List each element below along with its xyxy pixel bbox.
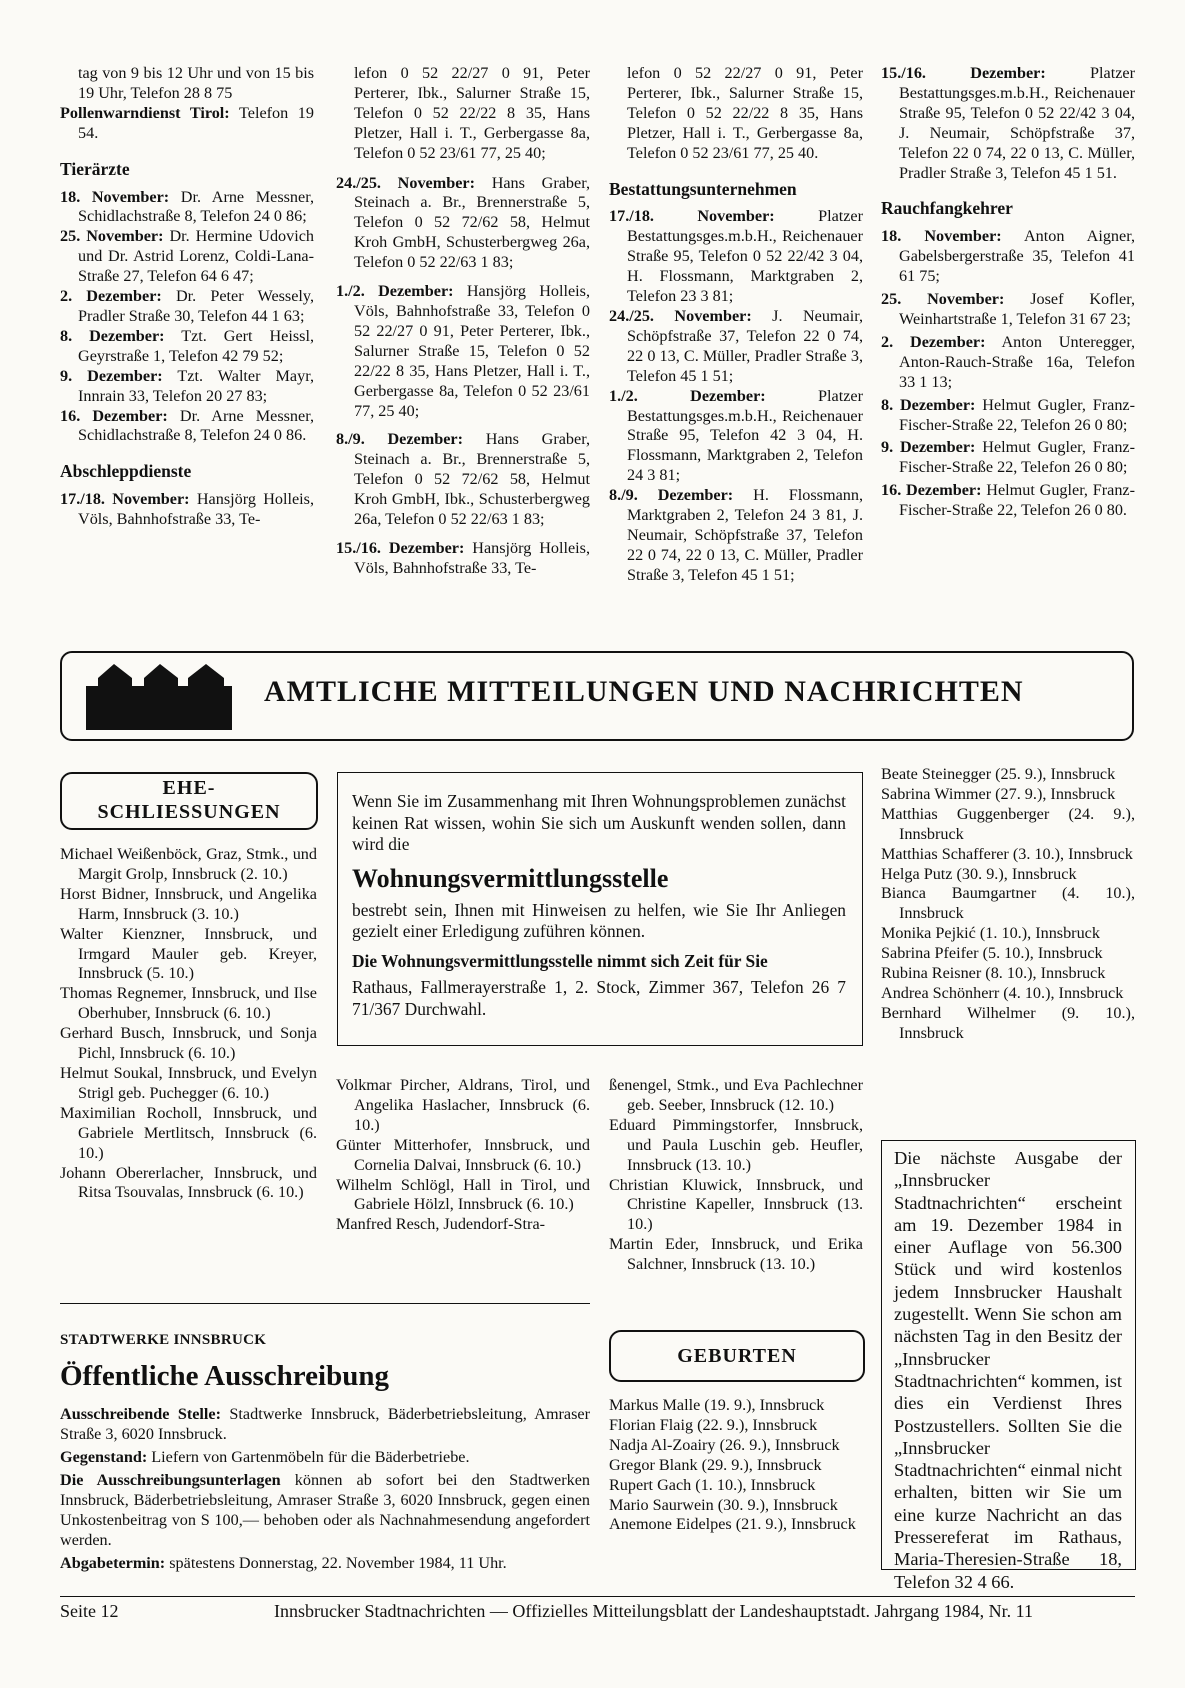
marriage-entry: Johann Obererlacher, Innsbruck, und Ritsa Tsouvalas, Innsbruck (6. 10.) — [60, 1163, 317, 1202]
birth-entry: Markus Malle (19. 9.), Innsbruck — [609, 1396, 825, 1414]
ehe-list-mid — [336, 1076, 590, 1235]
divider-rule — [60, 1303, 590, 1304]
section-heading-abschleppdienste: Abschleppdienste — [60, 461, 192, 482]
rauchfangkehrer-list — [881, 227, 1135, 521]
geburten-column-top — [881, 765, 1135, 1044]
birth-entry: Monika Pejkić (1. 10.), Innsbruck — [881, 924, 1100, 943]
wohnung-title: Wohnungsvermittlungsstelle — [352, 863, 669, 893]
birth-entry: Rupert Gach (1. 10.), Innsbruck — [609, 1475, 816, 1494]
ausschreibung-item: Abgabetermin: spätestens Donnerstag, 22. November 1984, 11 Uhr. — [60, 1554, 507, 1572]
wohnung-body: bestrebt sein, Ihnen mit Hinweisen zu helfen, wie Sie Ihr Anliegen gezielt einer Erledigung zuführen können. — [352, 899, 846, 941]
birth-entry: Anemone Eidelpes (21. 9.), Innsbruck — [609, 1515, 856, 1534]
stadtwerke-section — [60, 1330, 590, 1576]
birth-entry: Matthias Guggenberger (24. 9.), Innsbruck — [881, 804, 1135, 843]
marriage-entry: Eduard Pimmingstorfer, Innsbruck, und Paula Luschin geb. Heufler, Innsbruck (13. 10.) — [609, 1115, 863, 1174]
birth-entry: Rubina Reisner (8. 10.), Innsbruck — [881, 964, 1106, 983]
tierarzt-entry: 18. November: Dr. Arne Messner, Schidlachstraße 8, Telefon 24 0 86; — [60, 187, 314, 226]
birth-entry: Matthias Schafferer (3. 10.), Innsbruck — [881, 844, 1133, 863]
page-number: Seite 12 — [60, 1601, 119, 1621]
birth-entry: Nadja Al-Zoairy (26. 9.), Innsbruck — [609, 1435, 840, 1454]
ehe-column-left — [60, 845, 317, 1203]
bestattung-entry-last: 15./16. Dezember: Platzer Bestattungsges.m.b.H., Reichenauer Straße 95, Telefon 0 52 22/42 3 04, J. Neumair, Schöpfstraße 37, Telefon 22 0 74, 22 0 13, C. Müller, Pradler Straße 3, Telefon 45 1 51. — [881, 64, 1135, 182]
tierarzt-entry: 9. Dezember: Tzt. Walter Mayr, Innrain 33, Telefon 20 27 83; — [60, 366, 314, 405]
ausschreibung-item: Die Ausschreibungsunterlagen können ab sofort bei den Stadtwerken Innsbruck, Bäderbetriebsleitung, Amraser Straße 3, 6020 Innsbruck, gegen einen Unkostenbeitrag von S 100,— behoben oder als Nachnahmesendung angefordert werden. — [60, 1471, 590, 1549]
top-column-4 — [881, 64, 1135, 524]
top-column-1 — [60, 64, 314, 530]
birth-entry: Florian Flaig (22. 9.), Innsbruck — [609, 1415, 818, 1434]
top-column-2 — [336, 64, 590, 588]
rauchfangkehrer-entry: 16. Dezember: Helmut Gugler, Franz-Fischer-Straße 22, Telefon 26 0 80. — [881, 481, 1136, 520]
wohnung-intro: Wenn Sie im Zusammenhang mit Ihren Wohnungsproblemen zunächst keinen Rat wissen, wohin Sie sich um Auskunft wenden sollen, dann wird die — [352, 791, 846, 854]
geburten-list — [609, 1396, 863, 1535]
section-heading-rauchfangkehrer: Rauchfangkehrer — [881, 198, 1013, 219]
section-heading-bestattung: Bestattungsunternehmen — [609, 178, 797, 199]
marriage-entry: Gerhard Busch, Innsbruck, und Sonja Pichl, Innsbruck (6. 10.) — [60, 1024, 317, 1063]
abschlepp-continued: lefon 0 52 22/27 0 91, Peter Perterer, Ibk., Salurner Straße 15, Telefon 0 52 22/22 8 35, Hans Pletzer, Hall i. T., Gerbergasse 8a, Telefon 0 52 23/61 77, 25 40; — [354, 64, 590, 162]
marriage-entry: ßenengel, Stmk., und Eva Pachlechner geb. Seeber, Innsbruck (12. 10.) — [609, 1076, 863, 1114]
geburten-list-top — [881, 765, 1135, 1044]
birth-entry: Helga Putz (30. 9.), Innsbruck — [881, 864, 1077, 883]
abschlepp-entry: 17./18. November: Hansjörg Holleis, Völs, Bahnhofstraße 33, Te- — [60, 490, 315, 529]
marriage-entry: Günter Mitterhofer, Innsbruck, und Cornelia Dalvai, Innsbruck (6. 10.) — [336, 1135, 590, 1174]
wohnung-box — [337, 772, 863, 1046]
tierarzt-entry: 2. Dezember: Dr. Peter Wessely, Pradler Straße 30, Telefon 44 1 63; — [60, 287, 314, 325]
bestattung-entry: 17./18. November: Platzer Bestattungsges.m.b.H., Reichenauer Straße 95, Telefon 0 52 22/42 3 04, H. Flossmann, Marktgraben 2, Telefon 23 3 81; — [609, 207, 864, 306]
marriage-entry: Manfred Resch, Judendorf-Stra- — [336, 1215, 546, 1234]
ausschreibung-item: Ausschreibende Stelle: Stadtwerke Innsbruck, Bäderbetriebsleitung, Amraser Straße 3, 6020 Innsbruck. — [60, 1405, 590, 1443]
tierarzt-entry: 25. November: Dr. Hermine Udovich und Dr. Astrid Lorenz, Coldi-Lana-Straße 27, Telefon 64 6 47; — [60, 227, 315, 286]
geburten-column — [609, 1396, 863, 1535]
ehe-column-right — [609, 1076, 863, 1275]
pollen-entry: Pollenwarndienst Tirol: Telefon 19 54. — [60, 103, 314, 142]
rauchfangkehrer-entry: 25. November: Josef Kofler, Weinhartstraße 1, Telefon 31 67 23; — [881, 290, 1135, 328]
top-column-3 — [609, 64, 863, 586]
wohnung-address: Rathaus, Fallmerayerstraße 1, 2. Stock, Zimmer 367, Telefon 26 7 71/367 Durchwahl. — [352, 977, 846, 1019]
ehe-list-right — [609, 1076, 863, 1275]
naechste-ausgabe-box — [881, 1140, 1136, 1592]
marriage-entry: Martin Eder, Innsbruck, und Erika Salchner, Innsbruck (13. 10.) — [609, 1235, 863, 1274]
wohnung-bold-line: Die Wohnungsvermittlungsstelle nimmt sich Zeit für Sie — [352, 950, 768, 971]
birth-entry: Sabrina Wimmer (27. 9.), Innsbruck — [881, 784, 1116, 803]
stadtwerke-kicker: STADTWERKE INNSBRUCK — [60, 1332, 267, 1348]
banner-title: AMTLICHE MITTEILUNGEN UND NACHRICHTEN — [264, 675, 1024, 708]
masthead: Innsbrucker Stadtnachrichten — Offizielles Mitteilungsblatt der Landeshauptstadt. Jahrgang 1984, Nr. 11 — [274, 1601, 1033, 1621]
eheschliessungen-tag: EHE- SCHLIESSUNGEN — [60, 772, 318, 830]
tierarzt-entry: 16. Dezember: Dr. Arne Messner, Schidlachstraße 8, Telefon 24 0 86. — [60, 406, 314, 445]
section-banner — [60, 651, 1134, 741]
tieraerzte-list — [60, 188, 314, 447]
ausschreibung-item: Gegenstand: Liefern von Gartenmöbeln für die Bäderbetriebe. — [60, 1448, 470, 1466]
marriage-entry: Christian Kluwick, Innsbruck, und Christine Kapeller, Innsbruck (13. 10.) — [609, 1175, 863, 1234]
ausschreibung-title: Öffentliche Ausschreibung — [60, 1360, 389, 1392]
marriage-entry: Volkmar Pircher, Aldrans, Tirol, und Angelika Haslacher, Innsbruck (6. 10.) — [336, 1076, 590, 1134]
marriage-entry: Thomas Regnemer, Innsbruck, und Ilse Oberhuber, Innsbruck (6. 10.) — [60, 984, 317, 1023]
abschlepp-entry: 24./25. November: Hans Graber, Steinach a. Br., Brennerstraße 5, Telefon 0 52 72/62 58, Helmut Kroh GmbH, Schusterbergweg 26a, Telefon 0 52 22/63 1 83; — [336, 173, 590, 272]
abschlepp-entry: 1./2. Dezember: Hansjörg Holleis, Völs, Bahnhofstraße 33, Telefon 0 52 22/27 0 91, Peter Perterer, Ibk., Salurner Straße 15, Telefon 0 52 22/22 8 35, Hans Pletzer, Hall i. T., Gerbergasse 8a, Telefon 0 52 23/61 77, 25 40; — [336, 282, 591, 420]
castle-logo-icon — [84, 656, 234, 734]
abschlepp-list — [336, 174, 590, 579]
section-heading-tieraerzte: Tierärzte — [60, 158, 130, 179]
marriage-entry: Walter Kienzner, Innsbruck, und Irmgard Mauler geb. Kreyer, Innsbruck (5. 10.) — [60, 924, 317, 983]
footer-rule — [60, 1596, 1135, 1597]
birth-entry: Bianca Baumgartner (4. 10.), Innsbruck — [881, 884, 1135, 923]
rauchfangkehrer-entry: 8. Dezember: Helmut Gugler, Franz-Fischer-Straße 22, Telefon 26 0 80; — [881, 395, 1136, 434]
bestattung-entry: 8./9. Dezember: H. Flossmann, Marktgraben 2, Telefon 24 3 81, J. Neumair, Schöpfstraße 37, Telefon 22 0 74, 22 0 13, C. Müller, Pradler Straße 3, Telefon 45 1 51; — [609, 486, 863, 584]
rauchfangkehrer-entry: 9. Dezember: Helmut Gugler, Franz-Fischer-Straße 22, Telefon 26 0 80; — [881, 438, 1136, 477]
bestattung-entry: 1./2. Dezember: Platzer Bestattungsges.m.b.H., Reichenauer Straße 95, Telefon 42 3 04, H. Flossmann, Marktgraben 2, Telefon 24 3 81; — [609, 386, 863, 485]
birth-entry: Bernhard Wilhelmer (9. 10.), Innsbruck — [881, 1003, 1135, 1042]
rauchfangkehrer-entry: 2. Dezember: Anton Unteregger, Anton-Rauch-Straße 16a, Telefon 33 1 13; — [881, 332, 1135, 391]
ausschreibung-items — [60, 1404, 590, 1573]
tierarzt-entry: 8. Dezember: Tzt. Gert Heissl, Geyrstraße 1, Telefon 42 79 52; — [60, 326, 314, 365]
birth-entry: Gregor Blank (29. 9.), Innsbruck — [609, 1455, 822, 1474]
bestattung-entry: 24./25. November: J. Neumair, Schöpfstraße 37, Telefon 22 0 74, 22 0 13, C. Müller, Pradler Straße 3, Telefon 45 1 51; — [609, 306, 863, 385]
ehe-list-left — [60, 845, 317, 1203]
bestattung-list — [609, 207, 863, 585]
marriage-entry: Horst Bidner, Innsbruck, und Angelika Harm, Innsbruck (3. 10.) — [60, 884, 317, 923]
naechste-ausgabe-text: Die nächste Ausgabe der „Innsbrucker Stadtnachrichten“ erscheint am 19. Dezember 1984 in einer Auflage von 56.300 Stück und wird kostenlos jedem Innsbrucker Haushalt zugestellt. Wenn Sie schon am nächsten Tag in den Besitz der „Innsbrucker Stadtnachrichten“ kommen, ist dies ein Verdienst Ihres Postzustellers. Sollten Sie die „Innsbrucker Stadtnachrichten“ einmal nicht erhalten, bitten wir Sie um eine kurze Nachricht an das Pressereferat im Rathaus, Maria-Theresien-Straße 18, Telefon 32 4 66. — [894, 1148, 1122, 1592]
abschlepp-entry: 8./9. Dezember: Hans Graber, Steinach a. Br., Brennerstraße 5, Telefon 0 52 72/62 58, Helmut Kroh GmbH, Ibk., Schusterbergweg 26a, Telefon 0 52 22/63 1 83; — [336, 430, 590, 529]
birth-entry: Mario Saurwein (30. 9.), Innsbruck — [609, 1495, 838, 1514]
abschlepp-entry: 15./16. Dezember: Hansjörg Holleis, Völs, Bahnhofstraße 33, Te- — [336, 538, 590, 577]
birth-entry: Andrea Schönherr (4. 10.), Innsbruck — [881, 983, 1124, 1002]
birth-entry: Beate Steinegger (25. 9.), Innsbruck — [881, 765, 1116, 783]
rauchfangkehrer-entry: 18. November: Anton Aigner, Gabelsbergerstraße 35, Telefon 41 61 75; — [881, 227, 1135, 286]
marriage-entry: Maximilian Rocholl, Innsbruck, und Gabriele Mertlitsch, Innsbruck (6. 10.) — [60, 1103, 317, 1162]
abschlepp-continued-2: lefon 0 52 22/27 0 91, Peter Perterer, Ibk., Salurner Straße 15, Telefon 0 52 22/22 8 35, Hans Pletzer, Hall i. T., Gerbergasse 8a, Telefon 0 52 23/61 77, 25 40. — [627, 64, 863, 162]
marriage-entry: Wilhelm Schlögl, Hall in Tirol, und Gabriele Hölzl, Innsbruck (6. 10.) — [336, 1175, 590, 1214]
geburten-tag: GEBURTEN — [609, 1330, 865, 1382]
opening-hours-text: tag von 9 bis 12 Uhr und von 15 bis 19 Uhr, Telefon 28 8 75 — [78, 64, 314, 102]
marriage-entry: Michael Weißenböck, Graz, Stmk., und Margit Grolp, Innsbruck (2. 10.) — [60, 845, 317, 883]
ehe-column-mid — [336, 1076, 590, 1235]
birth-entry: Sabrina Pfeifer (5. 10.), Innsbruck — [881, 944, 1103, 963]
marriage-entry: Helmut Soukal, Innsbruck, und Evelyn Strigl geb. Puchegger (6. 10.) — [60, 1063, 317, 1102]
